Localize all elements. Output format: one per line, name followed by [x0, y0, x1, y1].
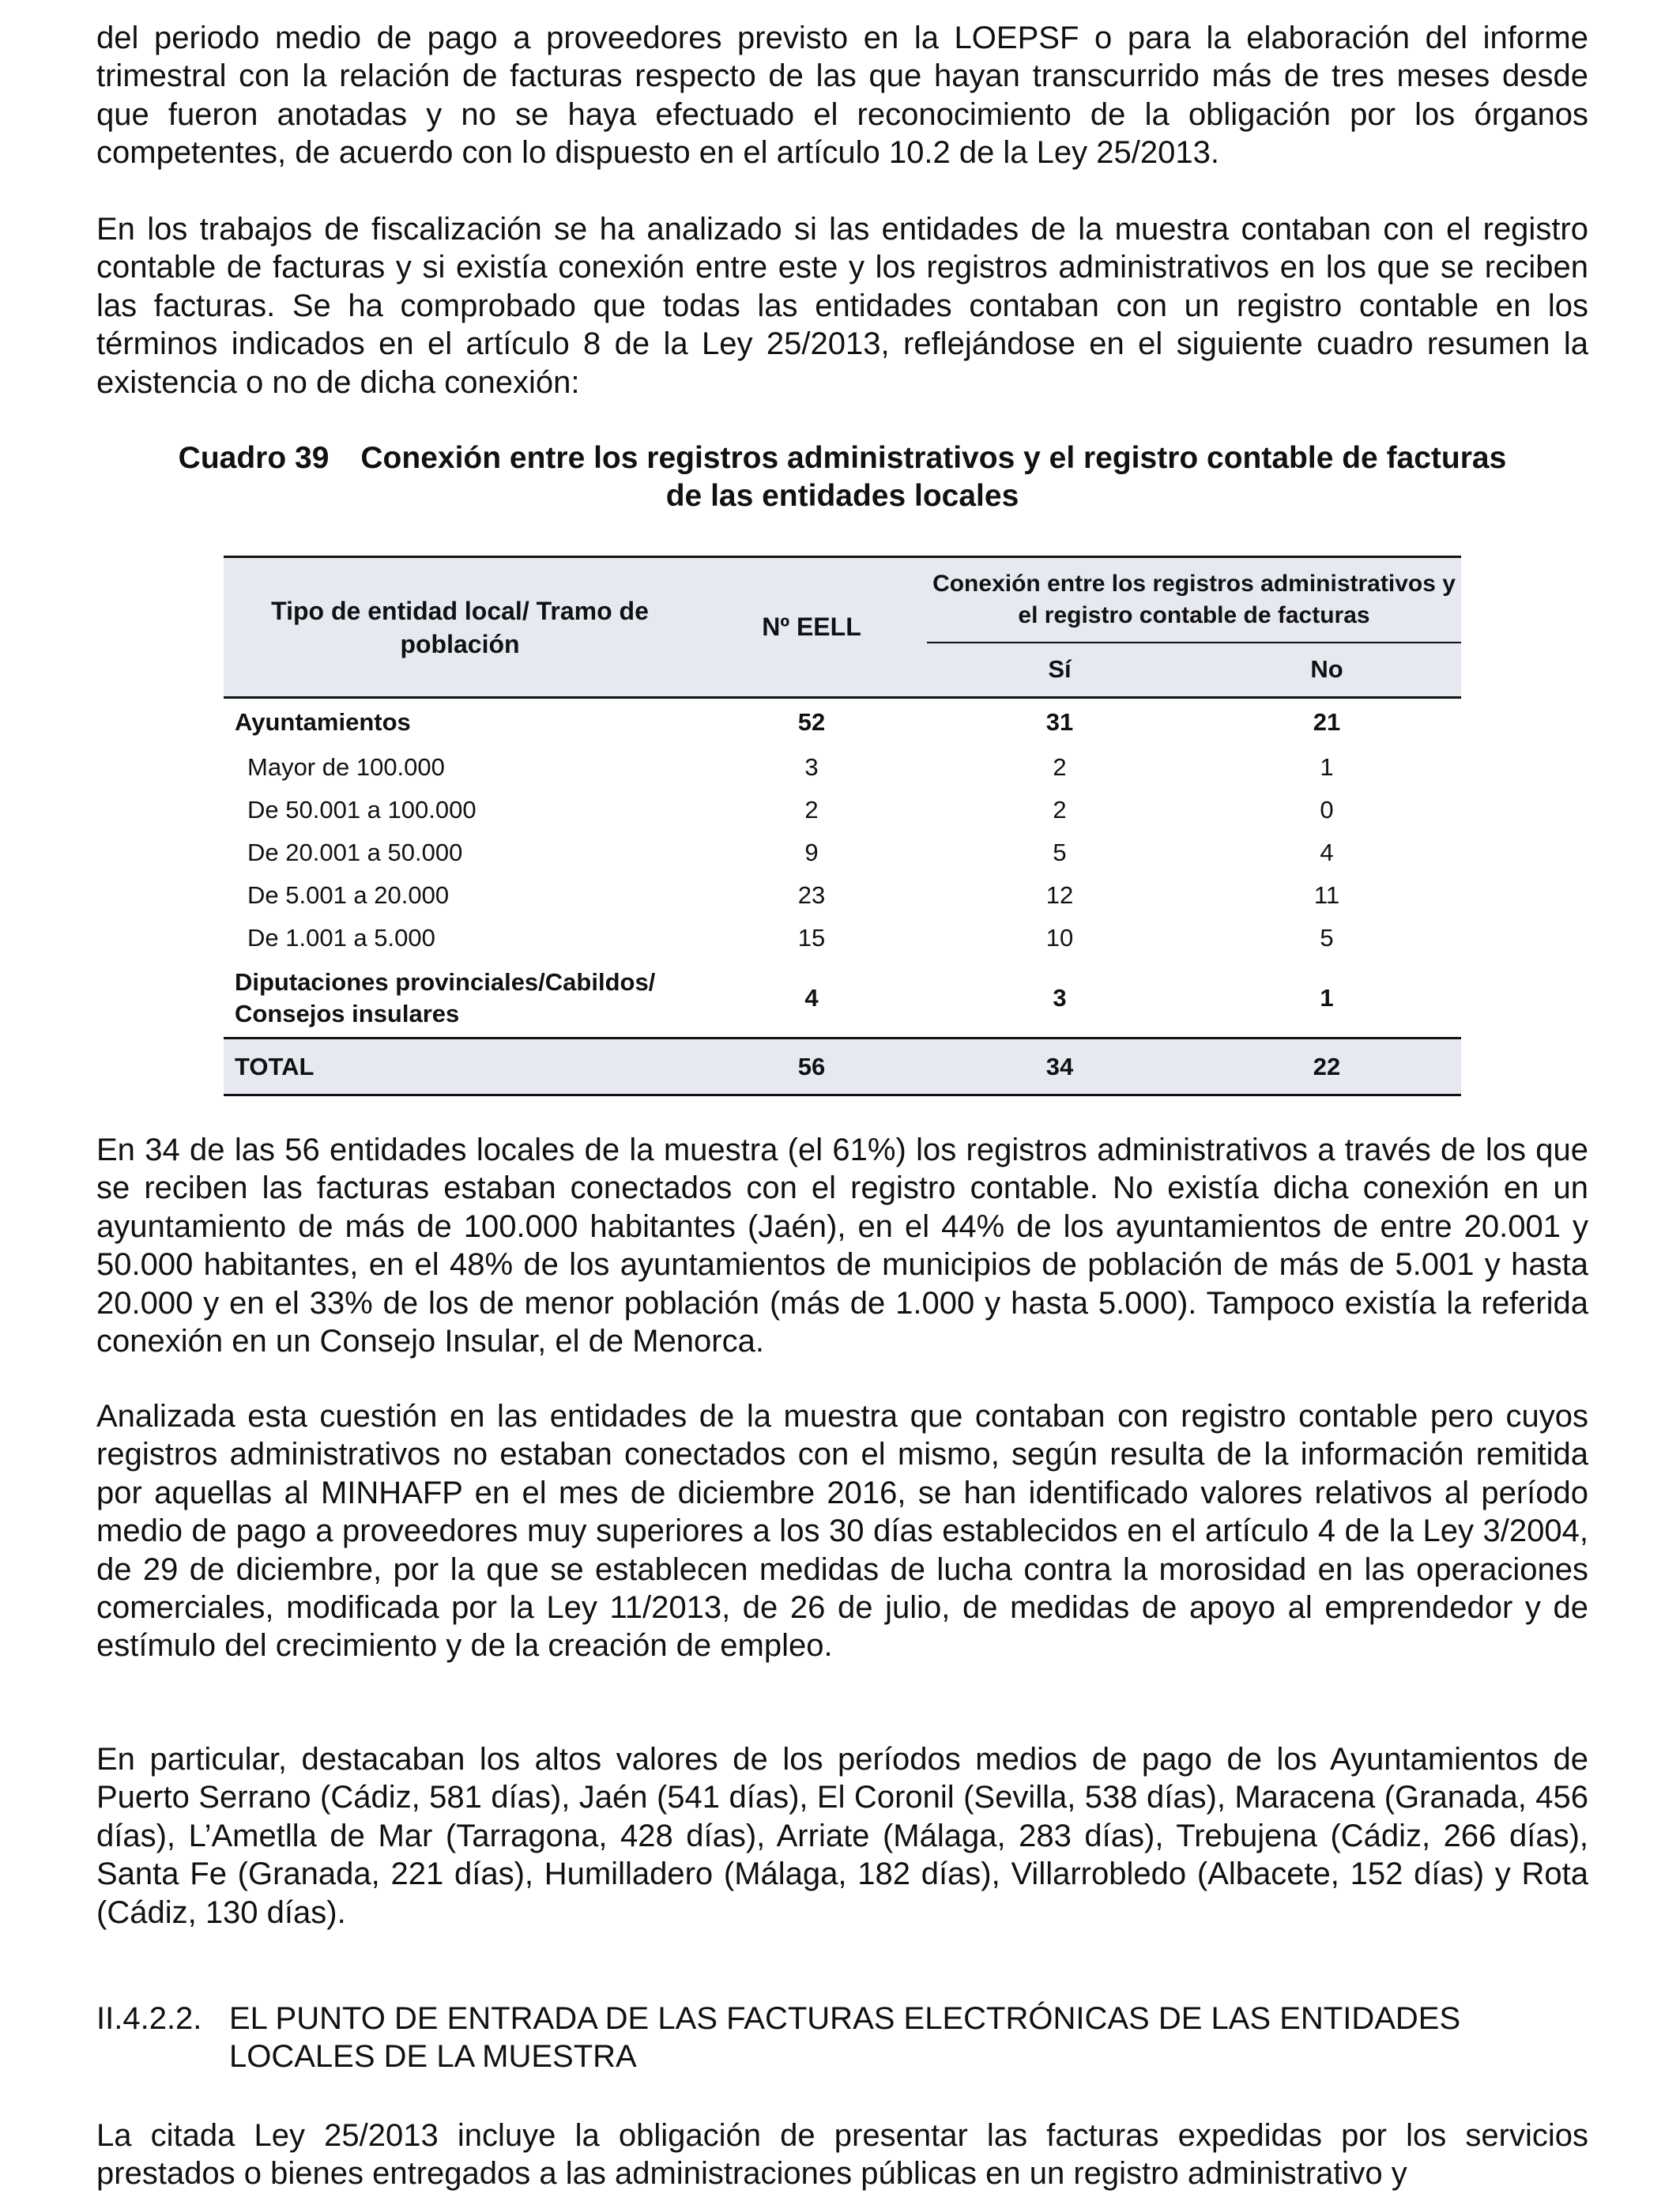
table-row: De 50.001 a 100.000 2 2 0 — [247, 795, 1334, 824]
table-total-row: TOTAL 56 34 22 — [224, 1039, 1461, 1095]
table-row: Diputaciones provinciales/Cabildos/ Consejos insulares 4 3 1 — [235, 967, 1334, 1027]
header-no: No — [1192, 643, 1461, 698]
section-title: EL PUNTO DE ENTRADA DE LAS FACTURAS ELECTRÓNICAS DE LAS ENTIDADES LOCALES DE LA MUESTRA — [229, 2001, 1461, 2075]
paragraph-5: En particular, destacaban los altos valores de los períodos medios de pago de los Ayuntamientos de Puerto Serrano (Cádiz, 581 días), Jaén (541 días), El Coronil (Sevilla, 538 días), Maracena (Granada, 456 días), L’Ametlla de Mar (Tarragona, 428 días), Arriate (Málaga, 283 días), Trebujena (Cádiz, 266 días), Santa Fe (Granada, 221 días), Humilladero (Málaga, 182 días), Villarrobledo (Albacete, 152 días) y Rota (Cádiz, 130 días). — [96, 1742, 1588, 1930]
connection-table — [224, 556, 1461, 1096]
paragraph-4: Analizada esta cuestión en las entidades de la muestra que contaban con registro contable pero cuyos registros administrativos no estaban conectados con el mismo, según resulta de la información remitida por aquellas al MINHAFP en el mes de diciembre 2016, se han identificado valores relativos al período medio de pago a proveedores muy superiores a los 30 días establecidos en el artículo 4 de la Ley 3/2004, de 29 de diciembre, por la que se establecen medidas de lucha contra la morosidad en las operaciones comerciales, modificada por la Ley 11/2013, de 26 de julio, de medidas de apoyo al emprendedor y de estímulo del crecimiento y de la creación de empleo. — [96, 1399, 1588, 1664]
header-neell: Nº EELL — [696, 557, 927, 698]
section-heading — [96, 2000, 1588, 2076]
caption-number: Cuadro 39 — [178, 441, 330, 475]
table-row: De 5.001 a 20.000 23 12 11 — [247, 880, 1340, 909]
table-row: Ayuntamientos 52 31 21 — [235, 707, 1341, 736]
header-si: Sí — [927, 643, 1192, 698]
caption-title-line2: de las entidades locales — [665, 479, 1019, 513]
caption-title-line1: Conexión entre los registros administrativos y el registro contable de facturas — [360, 441, 1507, 475]
table-row: De 1.001 a 5.000 15 10 5 — [247, 923, 1334, 952]
table-caption — [96, 439, 1588, 515]
paragraph-6: La citada Ley 25/2013 incluye la obligación de presentar las facturas expedidas por los servicios prestados o bienes entregados a las administraciones públicas en un registro administrativo y — [96, 2118, 1588, 2192]
table-row: Mayor de 100.000 3 2 1 — [247, 752, 1334, 781]
paragraph-2: En los trabajos de fiscalización se ha analizado si las entidades de la muestra contaban con el registro contable de facturas y si existía conexión entre este y los registros administrativos en los que se reciben las facturas. Se ha comprobado que todas las entidades contaban con un registro contable en los términos indicados en el artículo 8 de la Ley 25/2013, reflejándose en el siguiente cuadro resumen la existencia o no de dicha conexión: — [96, 212, 1588, 400]
table-row: De 20.001 a 50.000 9 5 4 — [247, 838, 1334, 866]
paragraph-1: del periodo medio de pago a proveedores previsto en la LOEPSF o para la elaboración del informe trimestral con la relación de facturas respecto de las que hayan transcurrido más de tres meses desde que fueron anotadas y no se haya efectuado el reconocimiento de la obligación por los órganos competentes, de acuerdo con lo dispuesto en el artículo 10.2 de la Ley 25/2013. — [96, 21, 1588, 171]
header-tipo: Tipo de entidad local/ Tramo de población — [224, 557, 696, 698]
header-conexion: Conexión entre los registros administrativos y el registro contable de facturas — [927, 557, 1461, 643]
section-number: II.4.2.2. — [96, 2001, 202, 2036]
paragraph-3: En 34 de las 56 entidades locales de la muestra (el 61%) los registros administrativos a través de los que se reciben las facturas estaban conectados con el registro contable. No existía dicha conexión en un ayuntamiento de más de 100.000 habitantes (Jaén), en el 44% de los ayuntamientos de entre 20.001 y 50.000 habitantes, en el 48% de los ayuntamientos de municipios de población de más de 5.001 y hasta 20.000 y en el 33% de los de menor población (más de 1.000 y hasta 5.000). Tampoco existía la referida conexión en un Consejo Insular, el de Menorca. — [96, 1133, 1588, 1359]
